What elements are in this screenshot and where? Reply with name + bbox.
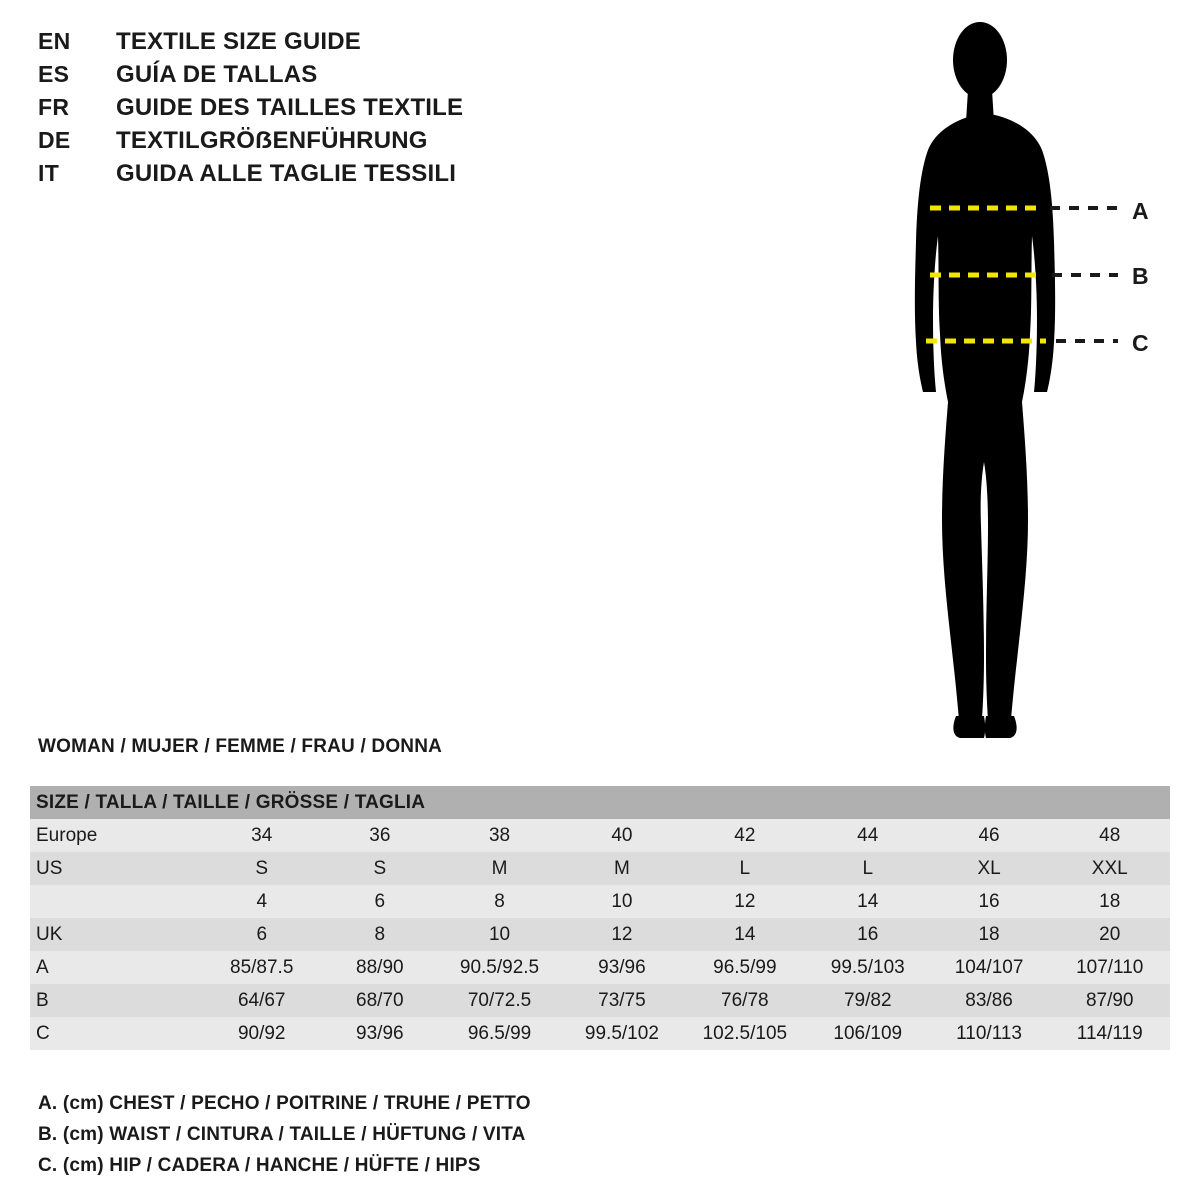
- table-cell: 36: [322, 819, 438, 852]
- table-cell: L: [683, 852, 807, 885]
- table-cell: 102.5/105: [683, 1017, 807, 1050]
- table-cell: 99.5/103: [807, 951, 929, 984]
- table-header-row: [30, 786, 1170, 819]
- table-cell: 46: [929, 819, 1050, 852]
- body-figure-diagram: [860, 10, 1190, 750]
- table-cell: 93/96: [561, 951, 683, 984]
- table-cell: 76/78: [683, 984, 807, 1017]
- row-label: UK: [30, 918, 202, 951]
- table-cell: 38: [438, 819, 561, 852]
- table-row: [30, 951, 1170, 984]
- table-cell: 96.5/99: [683, 951, 807, 984]
- table-cell: 40: [561, 819, 683, 852]
- table-cell: 14: [807, 885, 929, 918]
- table-cell: 90/92: [202, 1017, 322, 1050]
- table-cell: 42: [683, 819, 807, 852]
- table-cell: 12: [683, 885, 807, 918]
- female-silhouette-icon: [860, 10, 1190, 750]
- table-cell: 8: [438, 885, 561, 918]
- table-cell: 93/96: [322, 1017, 438, 1050]
- table-cell: 48: [1049, 819, 1170, 852]
- table-cell: 12: [561, 918, 683, 951]
- language-code: IT: [38, 160, 60, 186]
- table-cell: 106/109: [807, 1017, 929, 1050]
- row-label: Europe: [30, 819, 202, 852]
- row-label: US: [30, 852, 202, 885]
- table-cell: 114/119: [1049, 1017, 1170, 1050]
- table-cell: 18: [1049, 885, 1170, 918]
- row-label: [30, 885, 202, 918]
- measure-label-b: B: [1132, 263, 1149, 289]
- table-cell: XL: [929, 852, 1050, 885]
- table-cell: 73/75: [561, 984, 683, 1017]
- language-title: GUÍA DE TALLAS: [116, 61, 318, 88]
- table-cell: 90.5/92.5: [438, 951, 561, 984]
- table-cell: M: [561, 852, 683, 885]
- table-cell: 83/86: [929, 984, 1050, 1017]
- legend-line-c: C. (cm) HIP / CADERA / HANCHE / HÜFTE / HIPS: [38, 1155, 481, 1176]
- language-row: [38, 160, 658, 193]
- language-row: [38, 28, 658, 61]
- table-cell: 6: [322, 885, 438, 918]
- table-cell: 104/107: [929, 951, 1050, 984]
- table-row: [30, 885, 1170, 918]
- table-cell: S: [202, 852, 322, 885]
- table-cell: 16: [807, 918, 929, 951]
- measure-label-c: C: [1132, 330, 1149, 356]
- language-row: [38, 61, 658, 94]
- language-row: [38, 127, 658, 160]
- table-cell: 34: [202, 819, 322, 852]
- table-row: [30, 852, 1170, 885]
- language-title: TEXTILE SIZE GUIDE: [116, 28, 361, 55]
- table-cell: 10: [561, 885, 683, 918]
- table-cell: M: [438, 852, 561, 885]
- table-cell: 70/72.5: [438, 984, 561, 1017]
- table-cell: 88/90: [322, 951, 438, 984]
- language-title: GUIDE DES TAILLES TEXTILE: [116, 94, 464, 121]
- table-cell: 18: [929, 918, 1050, 951]
- language-title: GUIDA ALLE TAGLIE TESSILI: [116, 160, 457, 187]
- table-header-label: SIZE / TALLA / TAILLE / GRÖSSE / TAGLIA: [30, 786, 1170, 819]
- language-code: FR: [38, 94, 70, 120]
- row-label: B: [30, 984, 202, 1017]
- language-row: [38, 94, 658, 127]
- table-cell: 107/110: [1049, 951, 1170, 984]
- table-row: [30, 819, 1170, 852]
- table-cell: 8: [322, 918, 438, 951]
- table-cell: 79/82: [807, 984, 929, 1017]
- table-cell: 99.5/102: [561, 1017, 683, 1050]
- row-label: A: [30, 951, 202, 984]
- table-cell: L: [807, 852, 929, 885]
- table-cell: 6: [202, 918, 322, 951]
- table-cell: 96.5/99: [438, 1017, 561, 1050]
- table-row: [30, 1017, 1170, 1050]
- language-title-list: [38, 28, 658, 193]
- measure-label-a: A: [1132, 198, 1149, 224]
- legend-line-a: A. (cm) CHEST / PECHO / POITRINE / TRUHE / PETTO: [38, 1093, 531, 1114]
- table-cell: 110/113: [929, 1017, 1050, 1050]
- size-table: [30, 786, 1170, 1050]
- table-cell: S: [322, 852, 438, 885]
- table-row: [30, 918, 1170, 951]
- table-cell: 85/87.5: [202, 951, 322, 984]
- table-cell: 87/90: [1049, 984, 1170, 1017]
- language-code: EN: [38, 28, 71, 54]
- measurement-legend: [38, 1088, 738, 1181]
- table-cell: 14: [683, 918, 807, 951]
- row-label: C: [30, 1017, 202, 1050]
- table-row: [30, 984, 1170, 1017]
- section-title-woman: WOMAN / MUJER / FEMME / FRAU / DONNA: [38, 736, 443, 757]
- legend-line-b: B. (cm) WAIST / CINTURA / TAILLE / HÜFTUNG / VITA: [38, 1124, 526, 1145]
- language-code: ES: [38, 61, 70, 87]
- table-cell: 44: [807, 819, 929, 852]
- table-cell: 10: [438, 918, 561, 951]
- table-cell: 20: [1049, 918, 1170, 951]
- table-cell: 64/67: [202, 984, 322, 1017]
- table-cell: 4: [202, 885, 322, 918]
- language-title: TEXTILGRÖẞENFÜHRUNG: [116, 127, 428, 154]
- language-code: DE: [38, 127, 71, 153]
- table-cell: 68/70: [322, 984, 438, 1017]
- table-cell: 16: [929, 885, 1050, 918]
- table-cell: XXL: [1049, 852, 1170, 885]
